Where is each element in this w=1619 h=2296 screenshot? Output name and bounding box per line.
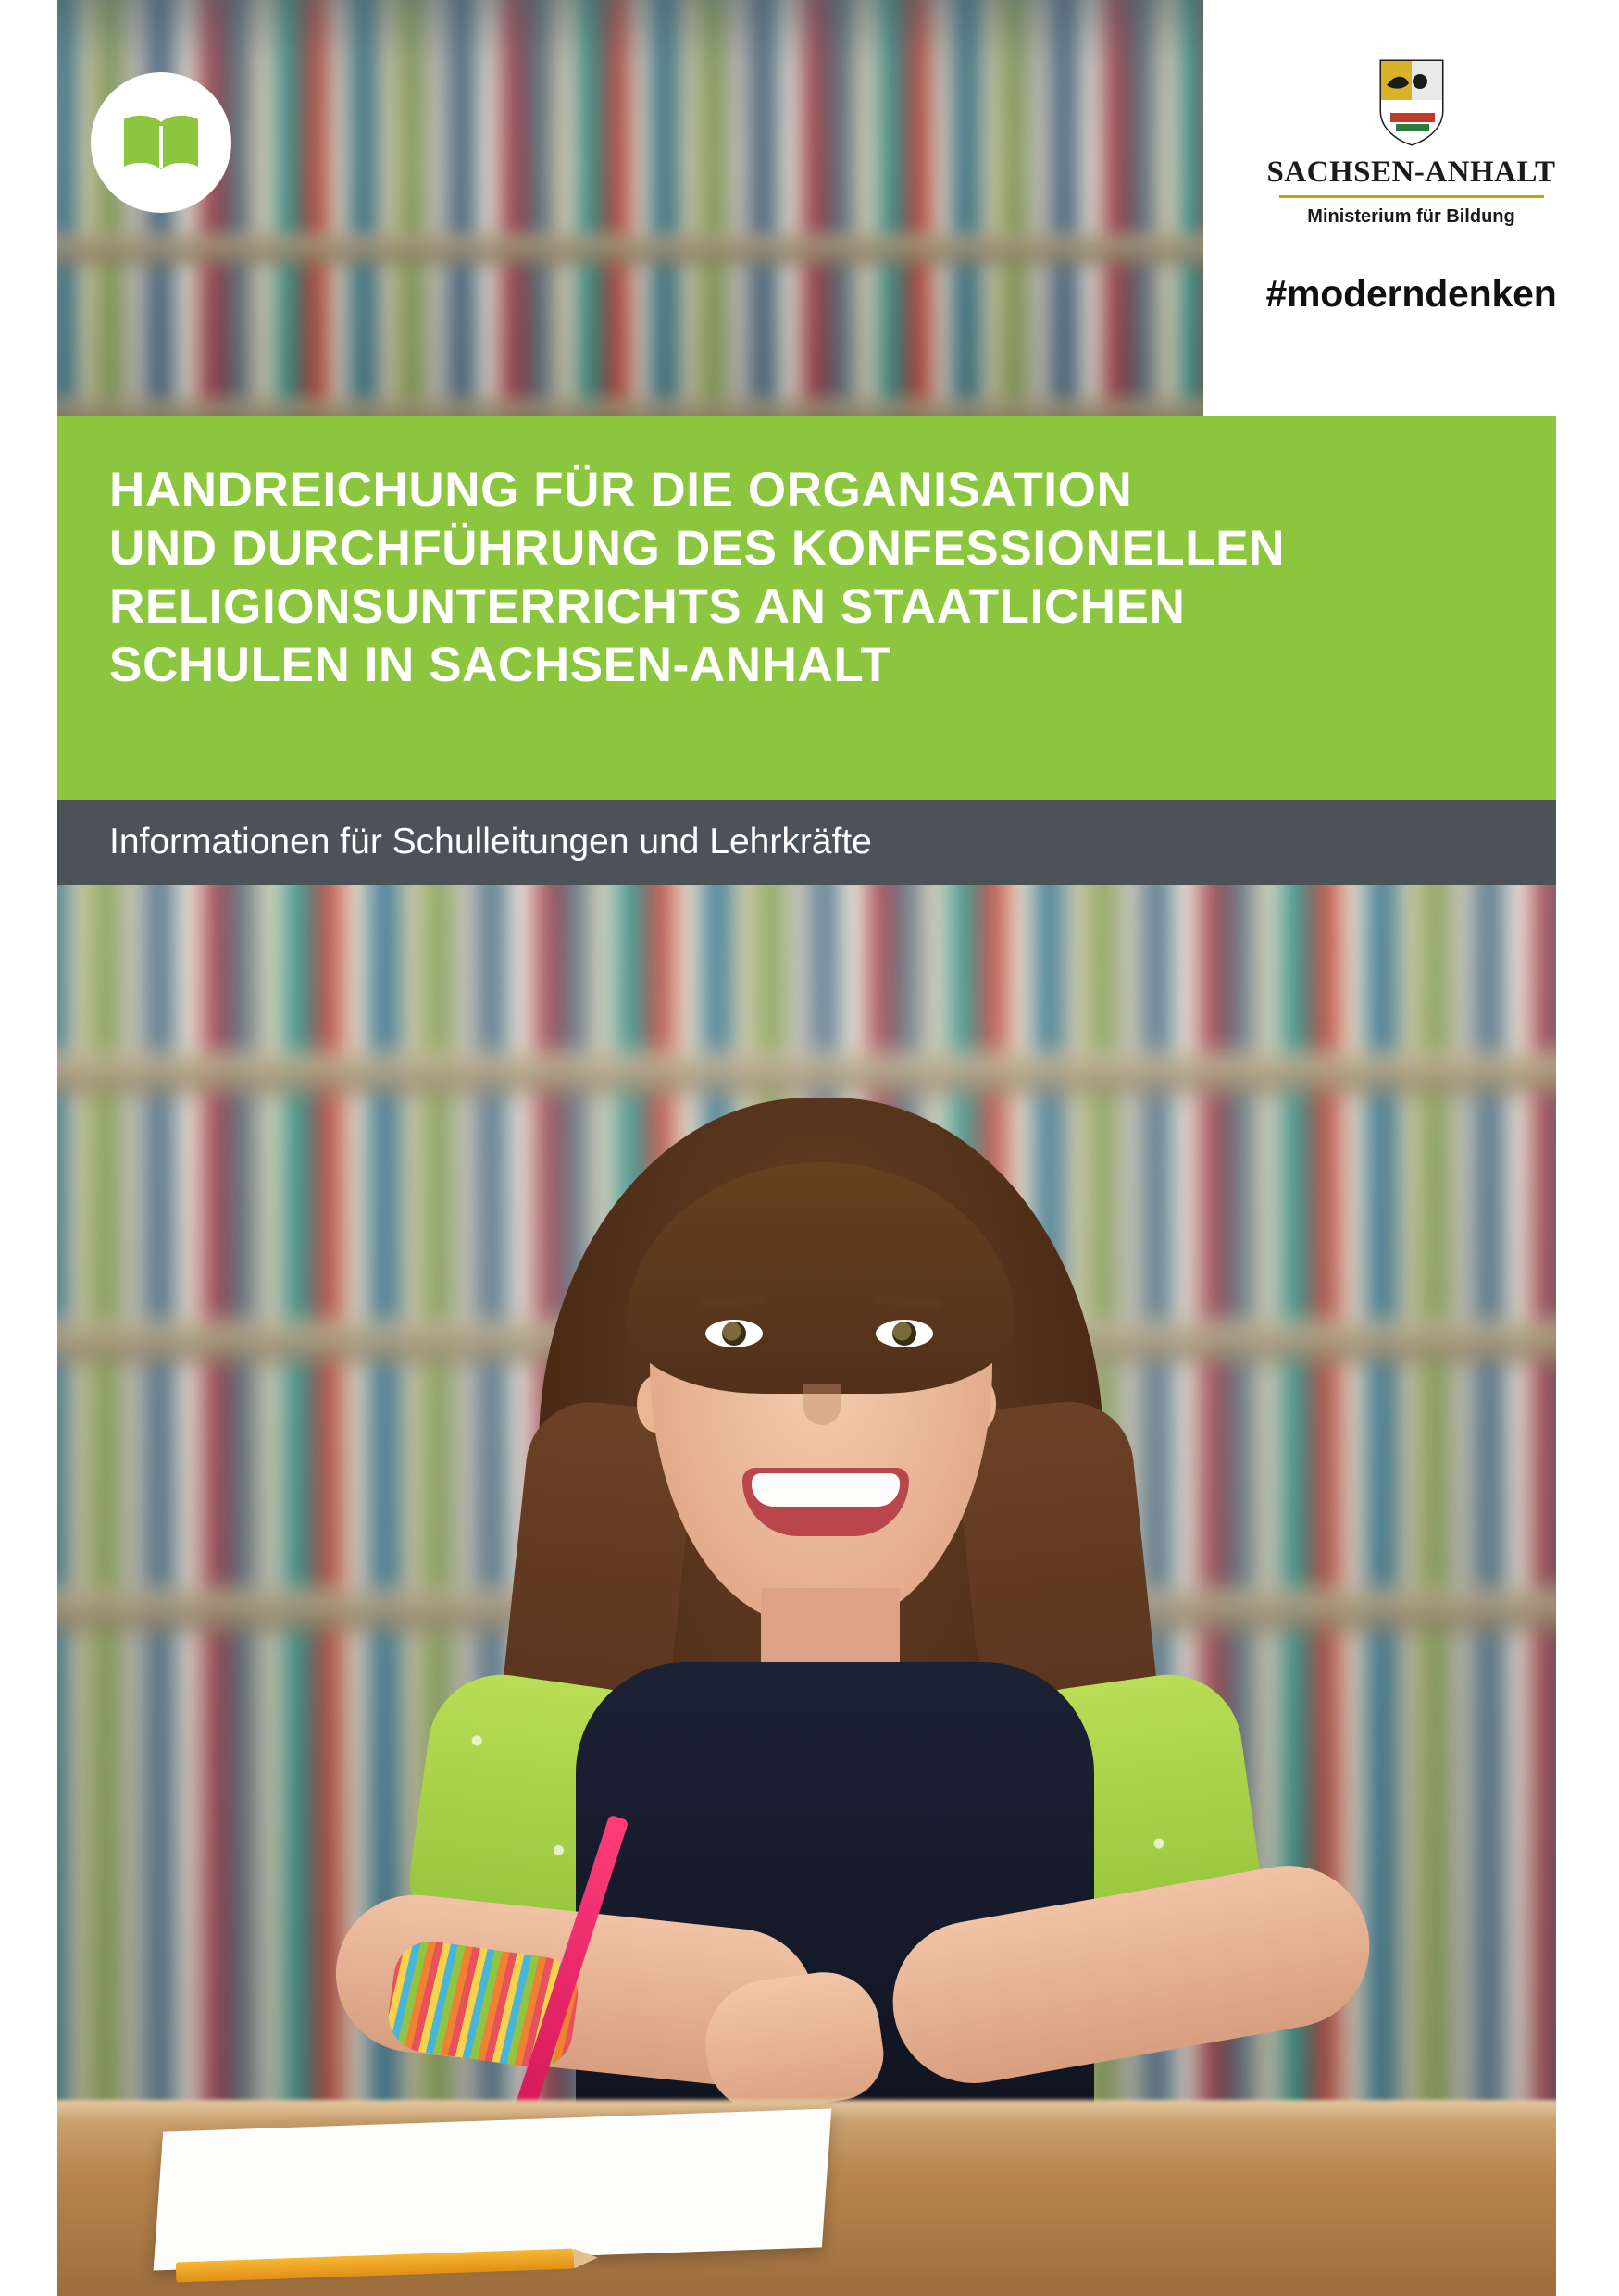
- title-band: [57, 416, 1556, 800]
- eye-left: [705, 1320, 763, 1347]
- image-overlay: [57, 0, 1203, 416]
- left-margin: [0, 0, 57, 2296]
- title-line-2: UND DURCHFÜHRUNG DES KONFESSIONELLEN: [109, 521, 1286, 577]
- cover-photo: [57, 885, 1556, 2296]
- eye-right: [876, 1320, 933, 1347]
- open-book-icon: [91, 72, 231, 213]
- paper-sheet: [154, 2108, 832, 2270]
- title-line-3: RELIGIONSUNTERRICHTS AN STAATLICHEN: [109, 579, 1186, 635]
- right-margin: [1562, 0, 1619, 2296]
- ministry-brand-block: [1203, 0, 1619, 416]
- subtitle-band: [57, 800, 1556, 885]
- top-banner-image: [57, 0, 1203, 416]
- title-line-1: HANDREICHUNG FÜR DIE ORGANISATION: [109, 463, 1133, 517]
- brand-divider: [1279, 195, 1544, 198]
- page-subtitle: Informationen für Schulleitungen und Lehrkräfte: [109, 822, 872, 862]
- title-line-4: SCHULEN IN SACHSEN-ANHALT: [109, 638, 891, 693]
- coat-of-arms-icon: [1377, 57, 1446, 146]
- header-band: [0, 0, 1619, 416]
- student-figure: [57, 885, 1556, 2296]
- nose: [803, 1384, 841, 1425]
- teeth: [752, 1473, 900, 1507]
- page-title: [109, 461, 1504, 694]
- state-name: SACHSEN-ANHALT: [1266, 155, 1556, 189]
- campaign-hashtag: #moderndenken: [1265, 272, 1557, 315]
- ministry-name: Ministerium für Bildung: [1307, 206, 1515, 227]
- mouth: [742, 1468, 909, 1536]
